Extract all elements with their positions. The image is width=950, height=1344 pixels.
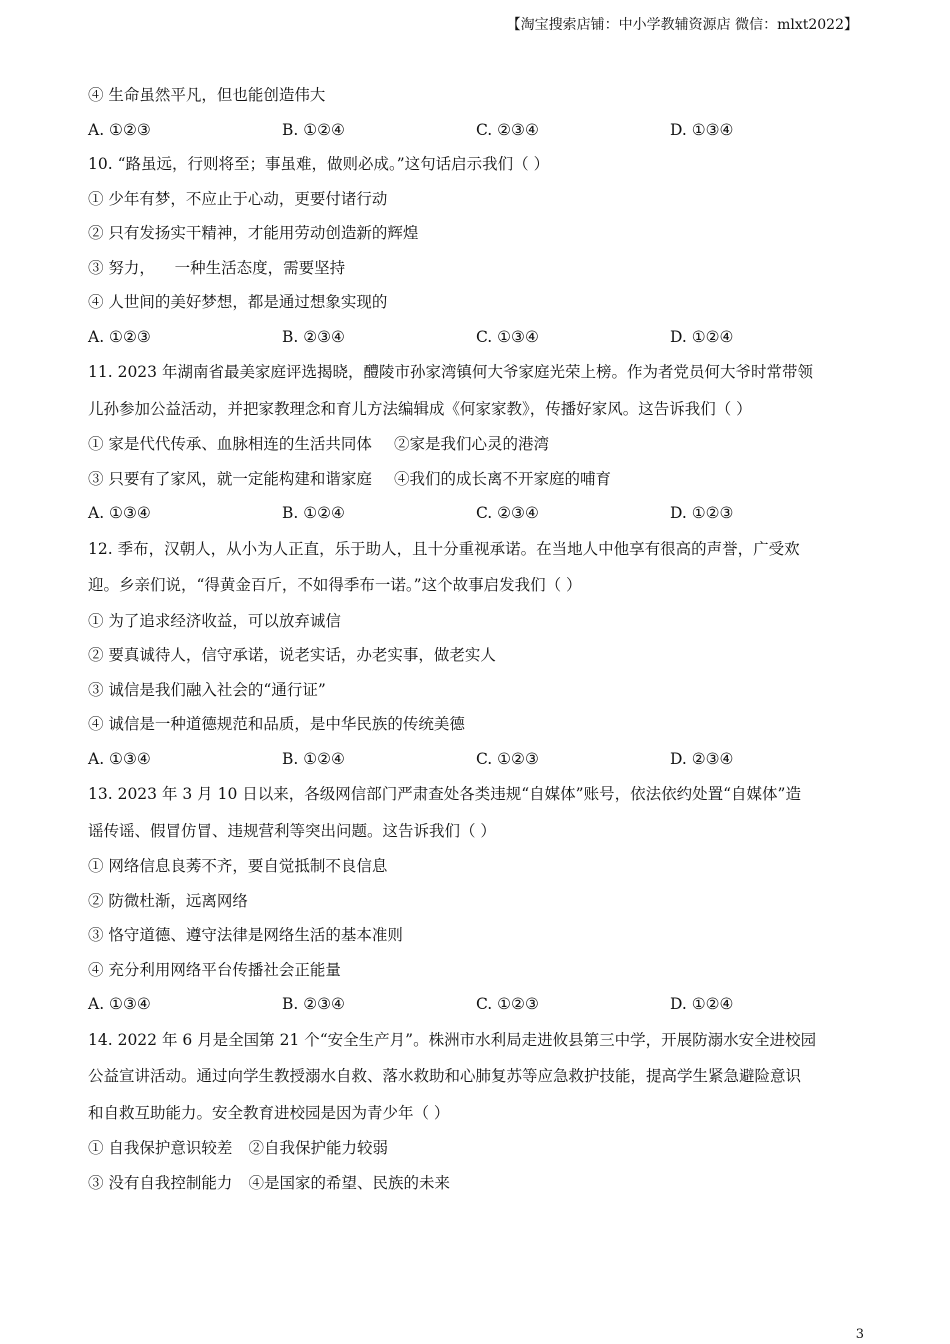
page-number: 3 [855, 1327, 864, 1342]
document-body [88, 78, 868, 1200]
q9-option-c: C. ②③④ [476, 120, 539, 139]
q11-option-d: D. ①②③ [670, 504, 734, 522]
q11-item-1: ① 家是代代传承、血脉相连的生活共同体 [88, 435, 372, 453]
q13-option-a: A. ①③④ [88, 995, 151, 1013]
q12-item-2: ② 要真诚待人，信守承诺，说老实话，办老实事，做老实人 [88, 646, 496, 664]
q14-item-1: ① 自我保护意识较差 [88, 1139, 233, 1157]
q14-items-row-1 [88, 1131, 868, 1166]
q11-items-row-2 [88, 462, 868, 497]
q12-option-b: B. ①②④ [282, 749, 345, 768]
q11-item-4: ④我们的成长离不开家庭的哺育 [393, 469, 611, 488]
q12-item-1: ① 为了追求经济收益，可以放弃诚信 [88, 611, 341, 630]
q10-stem: 10. “路虽远，行则将至；事虽难，做则必成。”这句话启示我们（ ） [88, 155, 550, 173]
q10-item-4: ④ 人世间的美好梦想，都是通过想象实现的 [88, 293, 388, 311]
q11-stem-line-2: 儿孙参加公益活动，并把家教理念和育儿方法编辑成《何家家教》，传播好家风。这告诉我们（ ） [88, 399, 752, 418]
q11-options [88, 496, 868, 531]
q10-option-c: C. ①③④ [476, 327, 539, 346]
q10-option-a: A. ①②③ [88, 327, 151, 346]
q10-options [88, 320, 868, 355]
q11-option-a: A. ①③④ [88, 504, 151, 522]
q13-item-4: ④ 充分利用网络平台传播社会正能量 [88, 960, 341, 979]
q11-item-3: ③ 只要有了家风，就一定能构建和谐家庭 [88, 469, 372, 488]
q12-item-3: ③ 诚信是我们融入社会的“通行证” [88, 680, 326, 699]
q12-options [88, 742, 868, 777]
q13-item-1: ① 网络信息良莠不齐，要自觉抵制不良信息 [88, 857, 388, 875]
q12-option-c: C. ①②③ [476, 749, 539, 768]
q14-item-4: ④是国家的希望、民族的未来 [248, 1173, 450, 1192]
q11-option-b: B. ①②④ [282, 504, 345, 522]
q14-item-3: ③ 没有自我控制能力 [88, 1173, 233, 1192]
q14-stem-line-1: 14. 2022 年 6 月是全国第 21 个“安全生产月”。株洲市水利局走进攸县第三中学，开展防溺水安全进校园 [88, 1030, 817, 1049]
q13-option-c: C. ①②③ [476, 995, 539, 1013]
q14-items-row-2 [88, 1166, 868, 1201]
q13-options [88, 987, 868, 1022]
q9-options [88, 113, 868, 148]
page-header: 【淘宝搜索店铺：中小学教辅资源店 微信：mlxt2022】 [506, 17, 858, 33]
q13-option-d: D. ①②④ [670, 995, 734, 1013]
q12-option-a: A. ①③④ [88, 749, 151, 768]
q12-item-4: ④ 诚信是一种道德规范和品质，是中华民族的传统美德 [88, 715, 465, 733]
q13-stem-line-2: 谣传谣、假冒仿冒、违规营利等突出问题。这告诉我们（ ） [88, 821, 496, 840]
q14-stem-line-2: 公益宣讲活动。通过向学生教授溺水自救、落水救助和心肺复苏等应急救护技能，提高学生紧急避险意识 [88, 1067, 802, 1085]
q14-item-2: ②自我保护能力较弱 [248, 1139, 388, 1157]
q9-option-b: B. ①②④ [282, 120, 345, 139]
q10-item-2: ② 只有发扬实干精神，才能用劳动创造新的辉煌 [88, 224, 419, 242]
q9-option-a: A. ①②③ [88, 120, 151, 139]
q10-option-b: B. ②③④ [282, 327, 345, 346]
q11-items-row-1 [88, 427, 868, 462]
q11-item-2: ②家是我们心灵的港湾 [393, 435, 549, 453]
q10-item-3: ③ 努力， 一种生活态度，需要坚持 [88, 258, 346, 277]
q11-option-c: C. ②③④ [476, 504, 539, 522]
q13-option-b: B. ②③④ [282, 995, 345, 1013]
q13-stem-line-1: 13. 2023 年 3 月 10 日以来，各级网信部门严肃查处各类违规“自媒体”账号，依法依约处置“自媒体”造 [88, 785, 801, 803]
q10-option-d: D. ①②④ [670, 327, 734, 346]
q9-item-4: ④ 生命虽然平凡，但也能创造伟大 [88, 86, 326, 104]
q12-option-d: D. ②③④ [670, 749, 734, 768]
q13-item-3: ③ 恪守道德、遵守法律是网络生活的基本准则 [88, 926, 403, 944]
q12-stem-line-1: 12. 季布，汉朝人，从小为人正直，乐于助人，且十分重视承诺。在当地人中他享有很高的声誉，广受欢 [88, 539, 800, 558]
q9-option-d: D. ①③④ [670, 120, 734, 139]
q12-stem-line-2: 迎。乡亲们说，“得黄金百斤，不如得季布一诺。”这个故事启发我们（ ） [88, 576, 582, 594]
q14-stem-line-3: 和自救互助能力。安全教育进校园是因为青少年（ ） [88, 1103, 450, 1122]
q10-item-1: ① 少年有梦，不应止于心动，更要付诸行动 [88, 189, 388, 208]
q13-item-2: ② 防微杜渐，远离网络 [88, 891, 248, 910]
q11-stem-line-1: 11. 2023 年湖南省最美家庭评选揭晓，醴陵市孙家湾镇何大爷家庭光荣上榜。作为者党员何大爷时常带领 [88, 363, 813, 381]
